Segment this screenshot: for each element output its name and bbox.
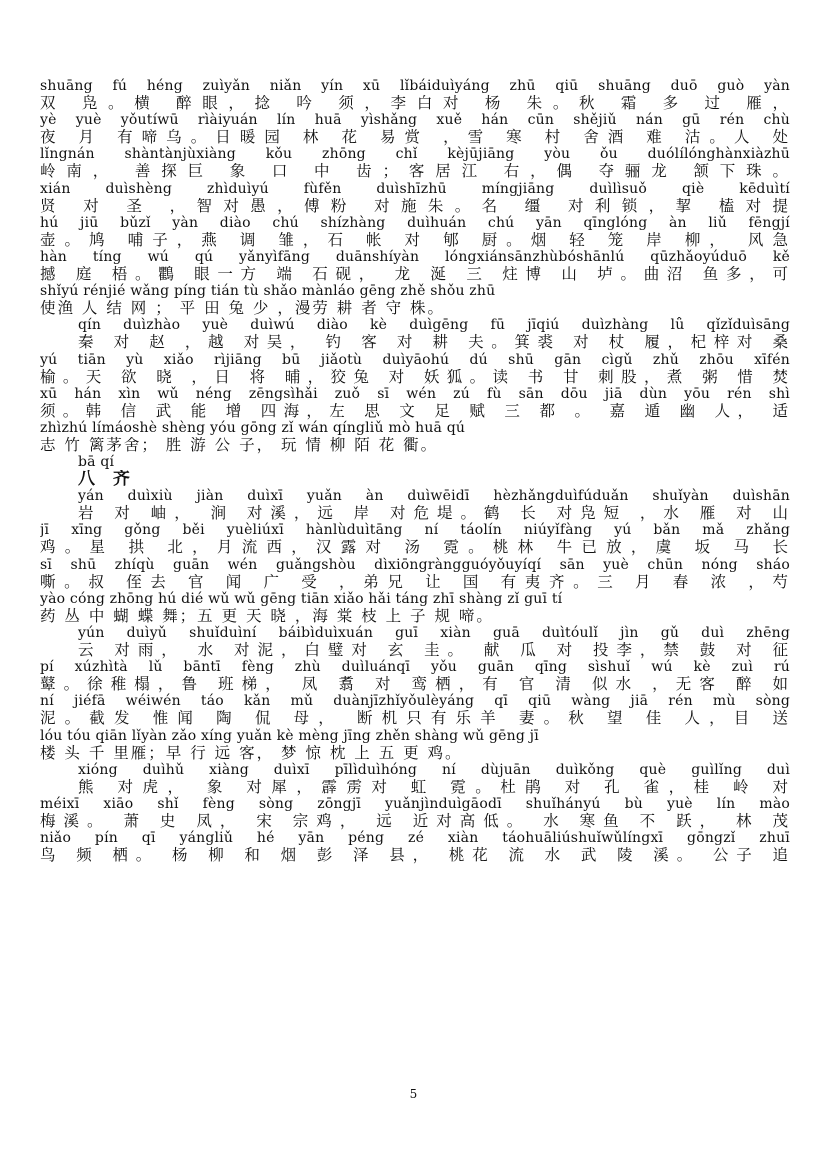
text-line — [40, 78, 790, 112]
hanzi-row: 秦 对 赵 ，越 对吴， 钓 客 对 耕 夫。箕裘 对 杖 履，杞梓对 桑 — [78, 333, 790, 352]
text-line — [40, 317, 790, 351]
pinyin-row: hú jiū bǔzǐ yàn diào chú shízhàng duìhuán chú yān qīnglóng àn liǔ fēngjí — [40, 214, 790, 231]
hanzi-row: 岩 对 岫， 涧 对溪，远 岸 对危堤。鹤 长 对凫短 ，水 雁 对 山 — [78, 504, 790, 523]
text-line — [40, 215, 790, 249]
text-line — [40, 420, 790, 454]
hanzi-row: 须。韩 信 武 能 增 四海，左 思 文 足 赋 三 都 。 嘉 遁 幽 人， 适 — [40, 401, 790, 420]
text-line — [40, 625, 790, 659]
text-line — [40, 112, 790, 146]
heading-pinyin: bā qí — [78, 454, 115, 471]
text-line — [40, 659, 790, 693]
hanzi-row: 壶。鸠 哺子，燕 调 雏，石 帐 对 郇 厨。烟 轻 笼 岸 柳， 风急 — [40, 230, 790, 249]
text-line — [40, 146, 790, 180]
heading-hanzi: 八 齐 — [78, 470, 136, 489]
text-line — [40, 830, 790, 864]
text-line — [40, 728, 790, 762]
text-line — [40, 693, 790, 727]
pinyin-row: zhìzhú límáoshè shèng yóu gōng zǐ wán qíngliǔ mò huā qú — [40, 419, 466, 436]
text-line — [40, 352, 790, 386]
pinyin-row: qín duìzhào yuè duìwú diào kè duìgēng fū jīqiú duìzhàng lǚ qǐzǐduìsāng — [78, 317, 790, 334]
pinyin-row: xián duìshèng zhìduìyú fùfěn duìshīzhū míngjiāng duìlìsuǒ qiè kēduìtí — [40, 180, 790, 197]
text-line — [40, 283, 790, 317]
text-line — [40, 181, 790, 215]
text-line — [40, 522, 790, 556]
pinyin-row: méixī xiāo shǐ fèng sòng zōngjī yuǎnjìnduìgāodī shuǐhányú bù yuè lín mào — [40, 795, 790, 812]
hanzi-row: 鸟 频 栖。 杨 柳 和 烟 彭 泽 县， 桃花 流 水 武 陵 溪。 公子 追 — [40, 846, 790, 865]
pinyin-row: yú tiān yù xiǎo rìjiāng bū jiǎotù duìyāohú dú shū gān cìgǔ zhǔ zhōu xīfén — [40, 351, 790, 368]
pinyin-row: lóu tóu qiān lǐyàn zǎo xíng yuǎn kè mèng jīng zhěn shàng wǔ gēng jī — [40, 727, 539, 744]
hanzi-row: 夜 月 有啼乌。日暖园 林 花 易赏 ，雪 寒 村 舍酒 难 沽。人 处 — [40, 128, 790, 147]
pinyin-row: yào cóng zhōng hú dié wǔ wǔ gēng tiān xiǎo hǎi táng zhī shàng zǐ guī tí — [40, 590, 563, 607]
pinyin-row: niǎo pín qī yángliǔ hé yān péng zé xiàn táohuāliúshuǐwǔlíngxī gōngzǐ zhuī — [40, 830, 790, 847]
text-line — [40, 488, 790, 522]
hanzi-row: 使渔 人 结 网 ； 平 田 兔 少 ，漫劳 耕 者 守 株。 — [40, 299, 446, 318]
hanzi-row: 岭南， 善探巨 象 口 中 齿；客居江 右，偶 夺骊龙 颔下珠。 — [40, 162, 790, 181]
hanzi-row: 熊 对虎， 象 对犀，霹雳对 虹 霓。杜鹃 对 孔 雀，桂 岭 对 — [78, 777, 790, 796]
hanzi-row: 梅溪。 萧 史 凤， 宋 宗鸡， 远 近对高低。 水 寒鱼 不 跃， 林 茂 — [40, 811, 790, 830]
text-line — [40, 249, 790, 283]
hanzi-row: 鼙。徐稚榻，鲁 班梯， 凤 翥 对 鸾栖，有 官 清 似水 ，无客 醉 如 — [40, 675, 790, 694]
hanzi-row: 楼 头 千 里雁；早 行 远 客， 梦 惊 枕 上 五 更 鸡。 — [40, 743, 463, 762]
pinyin-row: shuāng fú héng zuìyǎn niǎn yín xū lǐbáiduìyáng zhū qiū shuāng duō guò yàn — [40, 78, 790, 94]
pinyin-row: sī shū zhíqù guān wén guǎngshòu dìxiōngràngguóyǒuyíqí sān yuè chūn nóng sháo — [40, 556, 790, 573]
pinyin-row: yè yuè yǒutíwū rìàiyuán lín huā yìshǎng xuě hán cūn shějiǔ nán gū rén chù — [40, 112, 790, 129]
pinyin-row: jī xīng gǒng běi yuèliúxī hànlùduìtāng ní táolín niúyǐfàng yú bǎn mǎ zhǎng — [40, 522, 790, 539]
text-body — [40, 78, 790, 864]
hanzi-row: 药 丛 中 蝴 蝶 舞；五 更 天 晓 ，海 棠 枝 上 子 规 啼。 — [40, 606, 494, 625]
pinyin-row: hàn tíng wú qú yǎnyìfāng duānshíyàn lóngxiánsānzhùbóshānlú qūzhǎoyúduō kě — [40, 248, 790, 265]
hanzi-row: 泥。截发 惟闻 陶 侃 母， 断机只有乐羊 妻。秋 望 佳 人，目 送 — [40, 709, 790, 728]
pinyin-row: lǐngnán shàntànjùxiàng kǒu zhōng chǐ kèjūjiāng yòu ǒu duólílónghànxiàzhū — [40, 146, 790, 163]
pinyin-row: xū hán xìn wǔ néng zēngsìhǎi zuǒ sī wén zú fù sān dōu jiā dùn yōu rén shì — [40, 385, 790, 402]
pinyin-row: ní jiéfā wéiwén táo kǎn mǔ duànjīzhǐyǒulèyáng qī qiū wàng jiā rén mù sòng — [40, 693, 790, 710]
pinyin-row: shǐyú rénjié wǎng píng tián tù shǎo mànláo gēng zhě shǒu zhū — [40, 283, 496, 300]
page-number: 5 — [409, 1087, 418, 1101]
pinyin-row: pí xúzhìtà lǔ bāntī fèng zhù duìluánqī yǒu guān qīng sìshuǐ wú kè zuì rú — [40, 659, 790, 676]
hanzi-row: 撼 庭 梧。鸜 眼一方 端 石砚， 龙 涎 三 炷博 山 垆。曲沼 鱼多，可 — [40, 264, 790, 283]
hanzi-row: 双 凫。横 醉眼，捻 吟 须，李白对 杨 朱。秋 霜 多 过 雁， — [40, 94, 790, 112]
text-line — [40, 796, 790, 830]
pinyin-row: yún duìyǔ shuǐduìní báibìduìxuán guī xiàn guā duìtóulǐ jìn gǔ duì zhēng — [78, 625, 790, 641]
hanzi-row: 志 竹 篱茅舍； 胜 游 公 子， 玩 情 柳 陌 花 衢。 — [40, 435, 439, 454]
text-line — [40, 591, 790, 625]
hanzi-row: 贤 对 圣 ，智对愚，傅粉 对施朱。名 缰 对利锁，挈 榼对提 — [40, 196, 790, 215]
pinyin-row: yán duìxiù jiàn duìxī yuǎn àn duìwēidī hèzhǎngduìfúduǎn shuǐyàn duìshān — [78, 488, 790, 505]
hanzi-row: 榆。天 欲 晓 ，日 将 晡，狡兔 对 妖狐。读 书 甘 刺股，煮 粥 惜 焚 — [40, 367, 790, 386]
pinyin-row: xióng duìhǔ xiàng duìxī pīlìduìhóng ní dùjuān duìkǒng què guìlǐng duì — [78, 761, 790, 778]
text-line — [40, 762, 790, 796]
text-line — [40, 386, 790, 420]
hanzi-row: 云 对雨， 水 对泥，白璧对 玄 圭。 献 瓜 对 投李，禁 鼓 对 征 — [78, 641, 790, 659]
section-heading — [40, 454, 790, 488]
hanzi-row: 嘶。叔 侄去 官 闻 广 受 ，弟兄 让 国 有夷齐。三 月 春 浓 ，芍 — [40, 572, 790, 591]
hanzi-row: 鸡。星 拱 北，月流西，汉露对 汤 霓。桃林 牛已放，虞 坂 马 长 — [40, 538, 790, 557]
text-line — [40, 557, 790, 591]
